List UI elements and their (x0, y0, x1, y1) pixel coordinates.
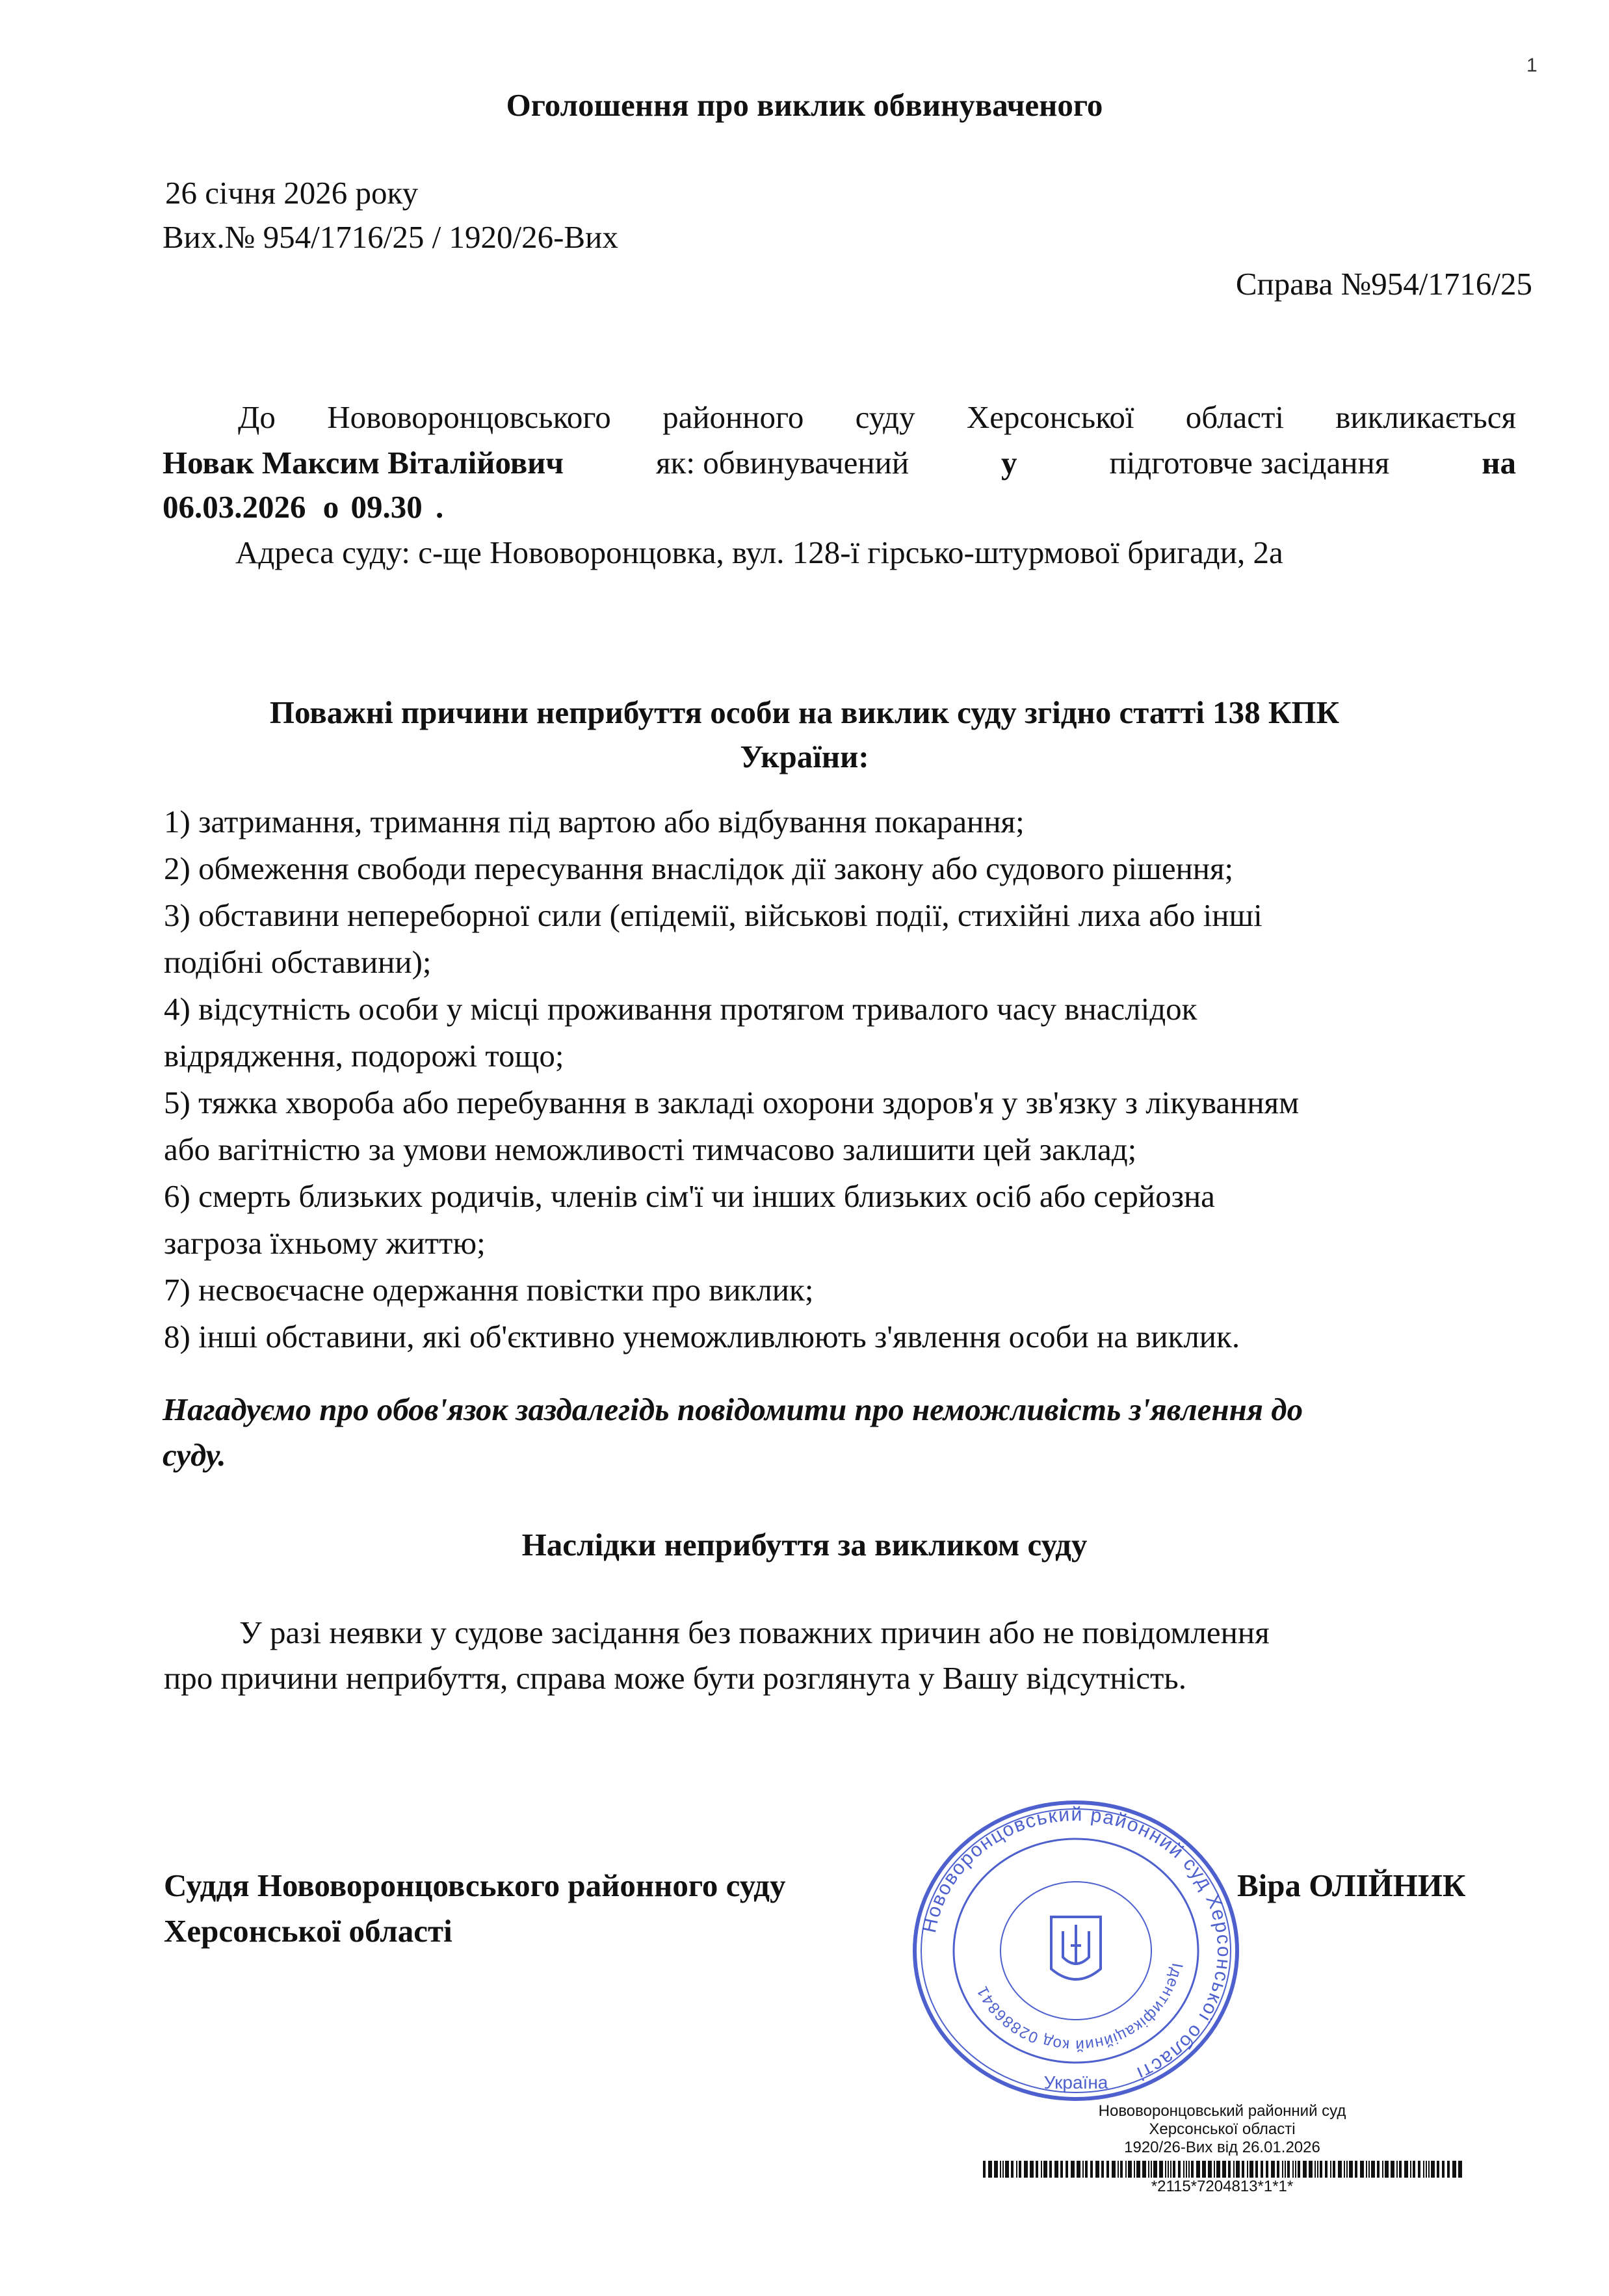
barcode-bar (1287, 2161, 1290, 2178)
reminder-line-1: Нагадуємо про обов'язок заздалегідь повідомити про неможливість з'явлення до (163, 1392, 1303, 1427)
barcode-bar (1371, 2161, 1375, 2178)
on-word: на (1482, 445, 1516, 481)
barcode-bar (1120, 2161, 1123, 2178)
barcode-bar (1043, 2161, 1047, 2178)
stamp-inner-text: Ідентифікаційний код 02886841 (973, 1961, 1186, 2055)
reasons-list (164, 798, 1299, 1360)
barcode-bar (1452, 2161, 1456, 2178)
document-date: 26 січня 2026 року (165, 175, 419, 211)
barcode-bar (1049, 2161, 1052, 2178)
barcode-bar (1112, 2161, 1116, 2178)
barcode-bar (1320, 2161, 1322, 2178)
barcode-bar (1236, 2161, 1240, 2178)
barcode-bar (1011, 2161, 1014, 2178)
barcode-bar (1118, 2161, 1119, 2178)
barcode-bar (1082, 2161, 1084, 2178)
barcode-bar (1282, 2161, 1283, 2178)
barcode-bar (1095, 2161, 1099, 2178)
reason-item-6-line-2: загроза їхньому життю; (164, 1225, 486, 1261)
barcode-bar (1396, 2161, 1398, 2178)
barcode-bar (1085, 2161, 1088, 2178)
barcode-bar (1242, 2161, 1244, 2178)
barcode-bar (1165, 2161, 1166, 2178)
barcode-bar (1261, 2161, 1263, 2178)
barcode-bar (1151, 2161, 1152, 2178)
barcode-bar (1071, 2161, 1075, 2178)
barcode-bar (1391, 2161, 1394, 2178)
reason-item-5-line-1: 5) тяжка хвороба або перебування в закладі охорони здоров'я у зв'язку з лікуванням (164, 1085, 1300, 1120)
summons-line-3 (163, 488, 443, 527)
barcode-bar (1153, 2161, 1157, 2178)
barcode-bar (1142, 2161, 1146, 2178)
court-address: Адреса суду: с-ще Нововоронцовка, вул. 128-ї гірсько-штурмової бригади, 2а (235, 534, 1283, 570)
consequences-heading: Наслідки неприбуття за викликом суду (521, 1527, 1088, 1563)
barcode-bar (1360, 2161, 1364, 2178)
barcode-bar (1458, 2161, 1462, 2178)
role-text: як: обвинувачений (656, 445, 909, 481)
barcode-bar (983, 2161, 986, 2178)
barcode-bar (1338, 2161, 1342, 2178)
barcode-bar (1266, 2161, 1268, 2178)
barcode-bar (1222, 2161, 1226, 2178)
court-stamp (907, 1795, 1245, 2107)
barcode-text: *2115*7204813*1*1* (1151, 2178, 1294, 2195)
reason-item-1-line-1: 1) затримання, тримання під вартою або відбування покарання; (164, 804, 1025, 839)
barcode-bar (1228, 2161, 1231, 2178)
registration-number: 1920/26-Вих від 26.01.2026 (1124, 2139, 1320, 2156)
consequences-line-2: про причини неприбуття, справа може бути розглянута у Вашу відсутність. (164, 1660, 1186, 1696)
barcode-bar (1344, 2161, 1345, 2178)
barcode-bar (1368, 2161, 1370, 2178)
barcode-bar (1019, 2161, 1021, 2178)
barcode-bar (1426, 2161, 1427, 2178)
barcode-bar (994, 2161, 998, 2178)
session-time: 09.30 (350, 489, 423, 525)
case-number: Справа №954/1716/25 (1235, 266, 1532, 302)
reason-item-4-line-1: 4) відсутність особи у місці проживання протягом тривалого часу внаслідок (164, 991, 1197, 1027)
barcode-bar (1173, 2161, 1175, 2178)
barcode-bar (1214, 2161, 1215, 2178)
barcode-bar (1041, 2161, 1042, 2178)
barcode-bar (1410, 2161, 1411, 2178)
reasons-heading-line-1: Поважні причини неприбуття особи на виклик суду згідно статті 138 КПК (269, 694, 1340, 730)
barcode-bar (1366, 2161, 1367, 2178)
barcode-bar (1178, 2161, 1181, 2178)
barcode-bar (1170, 2161, 1171, 2178)
page-number: 1 (1526, 55, 1537, 76)
barcode-bar (1247, 2161, 1248, 2178)
barcode-bar (1330, 2161, 1331, 2178)
barcode-bar (1186, 2161, 1187, 2178)
barcode-bar (1054, 2161, 1058, 2178)
barcode-bar (1295, 2161, 1296, 2178)
summons-line-2 (163, 443, 1516, 482)
barcode-bar (1333, 2161, 1335, 2178)
barcode-bar (1168, 2161, 1169, 2178)
barcode-bar (1437, 2161, 1439, 2178)
barcode-bar (1183, 2161, 1184, 2178)
barcode-bar (1036, 2161, 1038, 2178)
barcode-bar (1128, 2161, 1132, 2178)
barcode-bar (1030, 2161, 1034, 2178)
reason-item-8-line-1: 8) інші обставини, які об'єктивно унеможливлюють з'явлення особи на виклик. (164, 1319, 1240, 1354)
barcode-bar (1413, 2161, 1415, 2178)
registration-court-line-1: Нововоронцовський районний суд (1098, 2102, 1346, 2120)
barcode-bar (1005, 2161, 1009, 2178)
reason-item-3-line-2: подібні обставини); (164, 944, 432, 980)
barcode-bar (1292, 2161, 1294, 2178)
barcode-bar (1382, 2161, 1383, 2178)
reasons-heading-line-2: України: (740, 739, 869, 774)
barcode-bar (1418, 2161, 1420, 2178)
reason-item-2-line-1: 2) обмеження свободи пересування внаслідок дії закону або судового рішення; (164, 851, 1234, 886)
barcode-bar (988, 2161, 992, 2178)
session-date: 06.03.2026 (163, 489, 306, 525)
barcode-bar (1355, 2161, 1357, 2178)
barcode-bar (1315, 2161, 1316, 2178)
barcode-bar (1196, 2161, 1200, 2178)
barcode-bar (1090, 2161, 1093, 2178)
barcode-bar (1216, 2161, 1220, 2178)
barcode-bar (1431, 2161, 1435, 2178)
barcode-bar (1385, 2161, 1389, 2178)
reason-item-4-line-2: відрядження, подорожі тощо; (164, 1038, 564, 1074)
barcode-bar (1002, 2161, 1004, 2178)
stamp-country: Україна (1043, 2072, 1108, 2092)
barcode-bar (1134, 2161, 1135, 2178)
barcode-bar (1101, 2161, 1104, 2178)
barcode-bar (1106, 2161, 1109, 2178)
barcode-bar (1277, 2161, 1279, 2178)
barcode-bar (1000, 2161, 1001, 2178)
summons-line-1: До Нововоронцовського районного суду Херсонської області викликається (238, 399, 1516, 435)
barcode-bar (1442, 2161, 1445, 2178)
document-title: Оголошення про виклик обвинуваченого (506, 87, 1103, 123)
barcode-bar (1404, 2161, 1408, 2178)
reason-item-6-line-1: 6) смерть близьких родичів, членів сім'ї чи інших близьких осіб або серйозна (164, 1178, 1215, 1214)
barcode-bar (1317, 2161, 1318, 2178)
barcode-bar (1016, 2161, 1017, 2178)
barcode (983, 2161, 1464, 2178)
judge-title-line-2: Херсонської області (164, 1913, 452, 1949)
barcode-bar (1255, 2161, 1258, 2178)
barcode-bar (1423, 2161, 1424, 2178)
barcode-bar (1325, 2161, 1328, 2178)
barcode-bar (1148, 2161, 1149, 2178)
barcode-bar (1428, 2161, 1430, 2178)
barcode-bar (1191, 2161, 1194, 2178)
barcode-bar (1208, 2161, 1212, 2178)
barcode-bar (1188, 2161, 1190, 2178)
reason-item-3-line-1: 3) обставини непереборної сили (епідемії, військові події, стихійні лиха або інші (164, 897, 1262, 933)
barcode-bar (1377, 2161, 1380, 2178)
barcode-bar (1024, 2161, 1028, 2178)
barcode-bar (1202, 2161, 1206, 2178)
outgoing-number: Вих.№ 954/1716/25 / 1920/26-Вих (163, 219, 618, 255)
registration-court-line-2: Херсонської області (1149, 2120, 1296, 2138)
barcode-bar (1060, 2161, 1063, 2178)
barcode-bar (1125, 2161, 1127, 2178)
barcode-bar (1298, 2161, 1300, 2178)
barcode-bar (1066, 2161, 1068, 2178)
consequences-line-1: У разі неявки у судове засідання без поважних причин або не повідомлення (239, 1615, 1270, 1650)
barcode-bar (1159, 2161, 1163, 2178)
barcode-bar (1303, 2161, 1307, 2178)
reason-item-5-line-2: або вагітністю за умови неможливості тимчасово залишити цей заклад; (164, 1131, 1137, 1167)
barcode-bar (1249, 2161, 1253, 2178)
trident-emblem-icon (1051, 1917, 1101, 1979)
barcode-bar (1233, 2161, 1235, 2178)
barcode-bar (1309, 2161, 1313, 2178)
stamp-svg (907, 1795, 1245, 2107)
stamp-outer-text: Нововоронцовський районний суд Херсонської області (919, 1803, 1235, 2085)
session-text-rest: підготовче засідання (1109, 445, 1390, 481)
time-prefix: о (322, 489, 339, 525)
reminder-line-2: суду. (163, 1437, 226, 1473)
judge-name: Віра ОЛІЙНИК (1237, 1867, 1466, 1903)
session-prefix: у (1001, 445, 1017, 481)
accused-name: Новак Максим Віталійович (163, 445, 564, 481)
session-period: . (436, 489, 444, 525)
barcode-bar (1399, 2161, 1402, 2178)
barcode-bar (1271, 2161, 1275, 2178)
barcode-bar (1349, 2161, 1353, 2178)
barcode-bar (1346, 2161, 1348, 2178)
barcode-bar (1077, 2161, 1080, 2178)
barcode-bar (1285, 2161, 1286, 2178)
barcode-bar (1136, 2161, 1140, 2178)
barcode-bar (1447, 2161, 1450, 2178)
reason-item-7-line-1: 7) несвоєчасне одержання повістки про виклик; (164, 1272, 814, 1308)
judge-title-line-1: Суддя Нововоронцовського районного суду (164, 1867, 786, 1903)
